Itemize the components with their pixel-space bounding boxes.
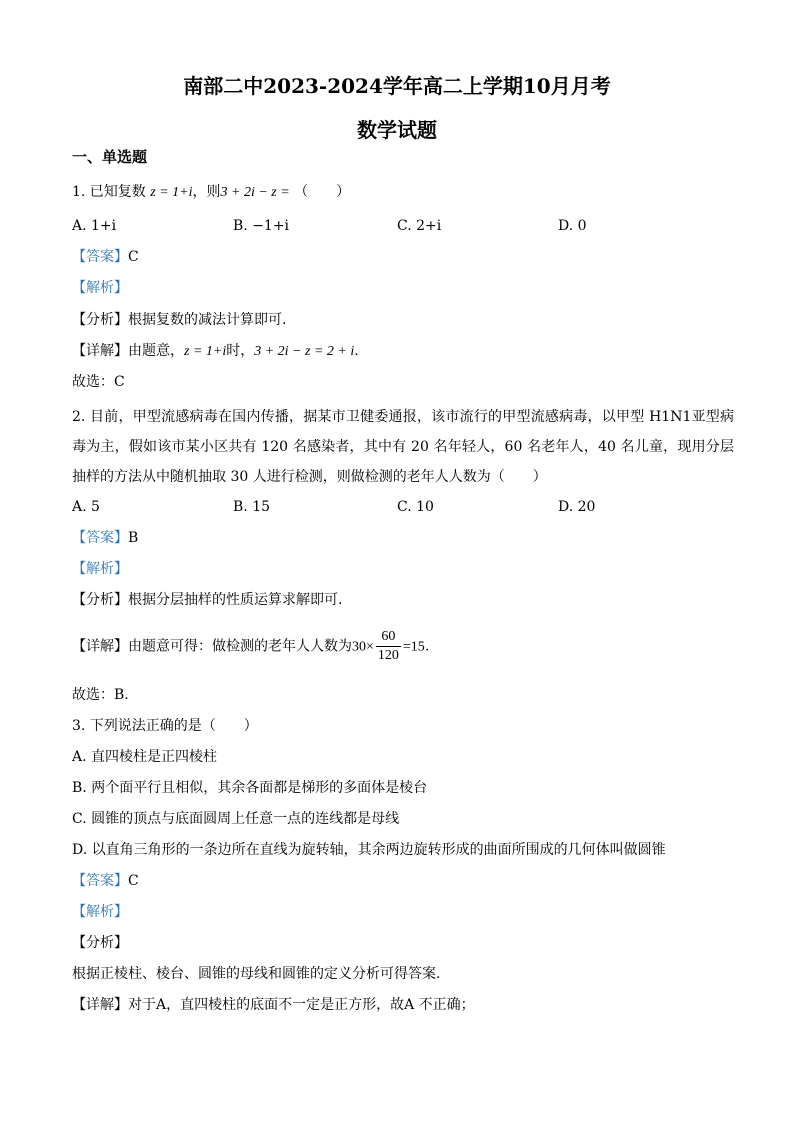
q1-detail-end: .	[354, 343, 359, 359]
q3-fenxi-label	[72, 933, 734, 953]
fenxi-label: 【分析】	[72, 935, 128, 951]
q1-choice: 故选：C	[72, 374, 125, 390]
q1-detail-text2: 时，	[226, 343, 255, 359]
q3-answer-value: C	[128, 873, 139, 889]
q1-answer-value: C	[128, 249, 139, 265]
q2-fraction	[376, 628, 401, 665]
analysis-label: 【解析】	[72, 561, 128, 577]
detail-label: 【详解】	[72, 638, 128, 655]
q2-stem: 2. 目前，甲型流感病毒在国内传播，据某市卫健委通报，该市流行的甲型流感病毒，以甲型 H1N1亚型病毒为主，假如该市某小区共有 120 名感染者，其中有 20 名年轻人，60 名老年人，40 名儿童，现用分层抽样的方法从中随机抽取 30 人进行检测，则做检测的老年人人数为（ ）	[72, 409, 734, 485]
q3-detail	[72, 995, 734, 1015]
q3-analysis	[72, 902, 734, 922]
q2-answer-value: B	[128, 530, 139, 546]
document-subtitle: 数学试题	[357, 118, 437, 142]
q2-option-d: D. 20	[558, 499, 596, 515]
q2-fenxi-text: 根据分层抽样的性质运算求解即可.	[128, 592, 343, 608]
q1-option-b: B. −1+i	[233, 218, 290, 234]
q2-detail	[72, 628, 734, 666]
q1-option-c: C. 2+i	[397, 218, 442, 234]
q3-option-a: A. 直四棱柱是正四棱柱	[72, 749, 218, 765]
answer-label: 【答案】	[72, 873, 128, 889]
q2-option-c: C. 10	[397, 499, 434, 515]
q3-detail-text: 对于A，直四棱柱的底面不一定是正方形，故A 不正确；	[128, 997, 475, 1013]
q1-z-equation: z = 1+i	[150, 185, 193, 200]
q1-fenxi-text: 根据复数的减法计算即可.	[128, 312, 287, 328]
q3-option-d: D. 以直角三角形的一条边所在直线为旋转轴，其余两边旋转形成的曲面所围成的几何体叫做圆锥	[72, 842, 666, 858]
analysis-label: 【解析】	[72, 904, 128, 920]
q1-detail-math1: z = 1+i	[184, 344, 227, 359]
q3-answer	[72, 871, 734, 891]
fraction-numerator: 60	[376, 628, 401, 647]
analysis-label: 【解析】	[72, 280, 128, 296]
q1-mid: ，则	[192, 184, 221, 200]
q2-answer	[72, 528, 734, 548]
q2-detail-tail: =15	[402, 639, 425, 655]
q1-analysis	[72, 278, 734, 298]
detail-label: 【详解】	[72, 343, 128, 359]
q1-detail-math2: 3 + 2i − z = 2 + i	[254, 344, 355, 359]
q2-detail-end: .	[424, 638, 430, 655]
q1-option-a: A. 1+i	[72, 218, 117, 234]
q1-fenxi	[72, 310, 734, 330]
q2-analysis	[72, 559, 734, 579]
fenxi-label: 【分析】	[72, 592, 128, 608]
q2-fenxi	[72, 590, 734, 610]
document-title: 南部二中2023-2024学年高二上学期10月月考	[183, 74, 611, 98]
fraction-denominator: 120	[377, 648, 399, 663]
answer-label: 【答案】	[72, 249, 128, 265]
q2-option-b: B. 15	[233, 499, 271, 515]
q2-option-a: A. 5	[72, 499, 100, 515]
q3-option-c: C. 圆锥的顶点与底面圆周上任意一点的连线都是母线	[72, 811, 400, 827]
q1-detail	[72, 341, 734, 362]
q3-option-b: B. 两个面平行且相似，其余各面都是梯形的多面体是棱台	[72, 780, 428, 796]
fenxi-label: 【分析】	[72, 312, 128, 328]
q1-answer	[72, 247, 734, 267]
q3-stem: 3. 下列说法正确的是（ ）	[72, 718, 258, 734]
q1-paren: （ ）	[294, 184, 351, 200]
q1-expression: 3 + 2i − z =	[220, 185, 290, 200]
section-heading: 一、单选题	[72, 148, 148, 166]
q2-choice: 故选：B.	[72, 687, 129, 703]
detail-label: 【详解】	[72, 997, 128, 1013]
q1-prefix: 1. 已知复数	[72, 184, 146, 200]
q3-fenxi-text: 根据正棱柱、棱台、圆锥的母线和圆锥的定义分析可得答案.	[72, 966, 441, 982]
q1-detail-text: 由题意，	[128, 343, 184, 359]
answer-label: 【答案】	[72, 530, 128, 546]
q2-detail-text: 由题意可得：做检测的老年人人数为	[128, 638, 352, 655]
q1-stem	[72, 182, 734, 203]
q2-detail-lead: 30×	[352, 639, 374, 655]
q1-option-d: D. 0	[558, 218, 587, 234]
